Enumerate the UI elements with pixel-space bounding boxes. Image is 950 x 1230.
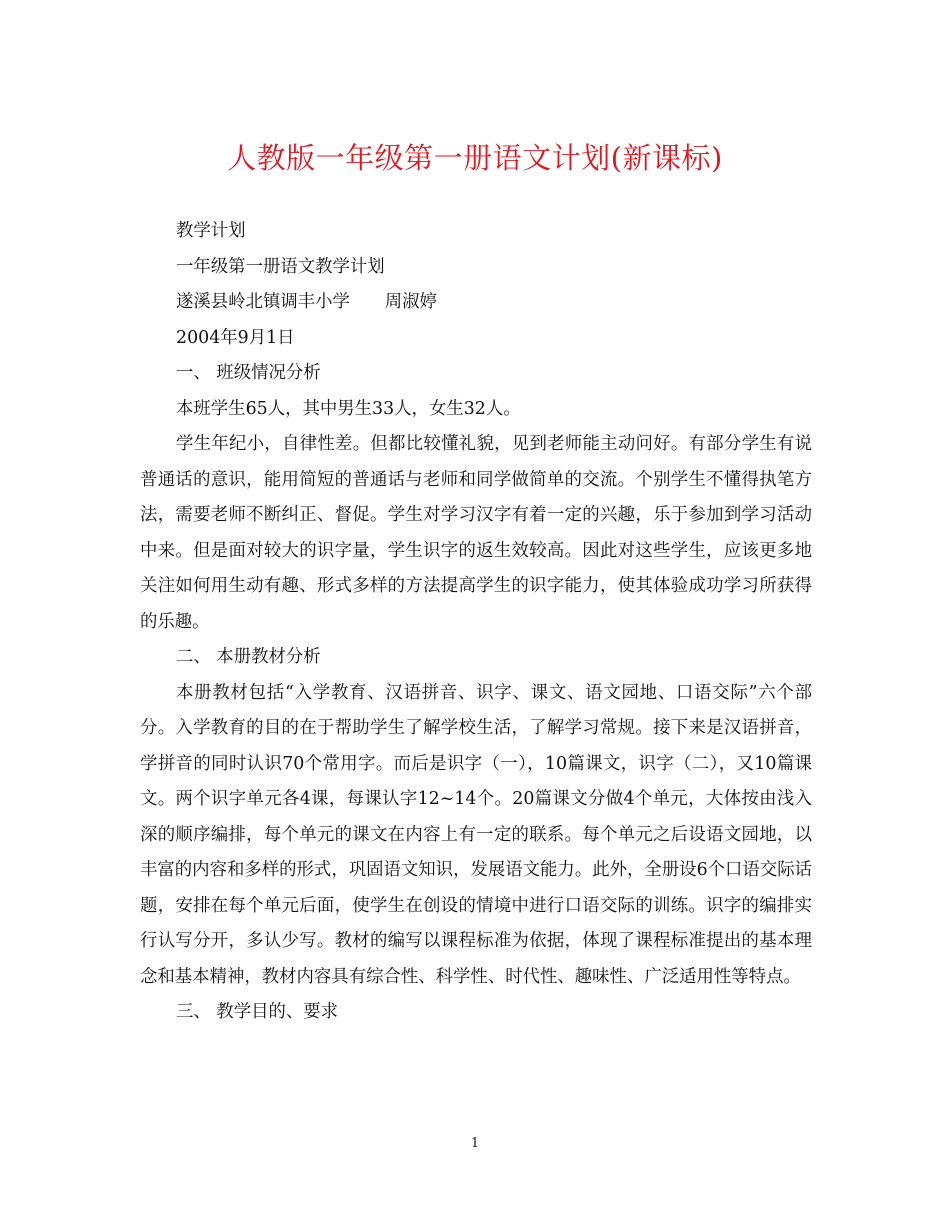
header-line-date: 2004年9月1日: [176, 327, 295, 348]
section-heading-textbook-analysis: 二、 本册教材分析: [176, 647, 321, 667]
section-heading-teaching-goals: 三、 教学目的、要求: [176, 1002, 339, 1022]
header-line-plan: 教学计划: [176, 221, 246, 241]
page-number: 1: [470, 1136, 480, 1151]
paragraph-class-size: 本班学生65人，其中男生33人，女生32人。: [176, 398, 521, 419]
header-line-subject: 一年级第一册语文教学计划: [176, 256, 385, 277]
document-body: [140, 214, 812, 1031]
header-line-author: 遂溪县岭北镇调丰小学 周淑婷: [176, 292, 437, 312]
paragraph-textbook-description: 本册教材包括“入学教育、汉语拼音、识字、课文、语文园地、口语交际”六个部分。入学教育的目的在于帮助学生了解学校生活，了解学习常规。接下来是汉语拼音，学拼音的同时认识70个常用字。而后是识字（一），10篇课文，识字（二），又10篇课文。两个识字单元各4课，每课认字12~14个。20篇课文分做4个单元，大体按由浅入深的顺序编排，每个单元的课文在内容上有一定的联系。每个单元之后设语文园地，以丰富的内容和多样的形式，巩固语文知识，发展语文能力。此外，全册设6个口语交际话题，安排在每个单元后面，使学生在创设的情境中进行口语交际的训练。识字的编排实行认写分开，多认少写。教材的编写以课程标准为依据，体现了课程标准提出的基本理念和基本精神，教材内容具有综合性、科学性、时代性、趣味性、广泛适用性等特点。: [140, 682, 812, 987]
document-title: 人教版一年级第一册语文计划(新课标): [227, 141, 723, 175]
paragraph-class-description: 学生年纪小，自律性差。但都比较懂礼貌，见到老师能主动问好。有部分学生有说普通话的意识，能用简短的普通话与老师和同学做简单的交流。个别学生不懂得执笔方法，需要老师不断纠正、督促。学生对学习汉字有着一定的兴趣，乐于参加到学习活动中来。但是面对较大的识字量，学生识字的返生效较高。因此对这些学生，应该更多地关注如何用生动有趣、形式多样的方法提高学生的识字能力，使其体验成功学习所获得的乐趣。: [140, 434, 812, 632]
section-heading-class-analysis: 一、 班级情况分析: [176, 363, 321, 383]
